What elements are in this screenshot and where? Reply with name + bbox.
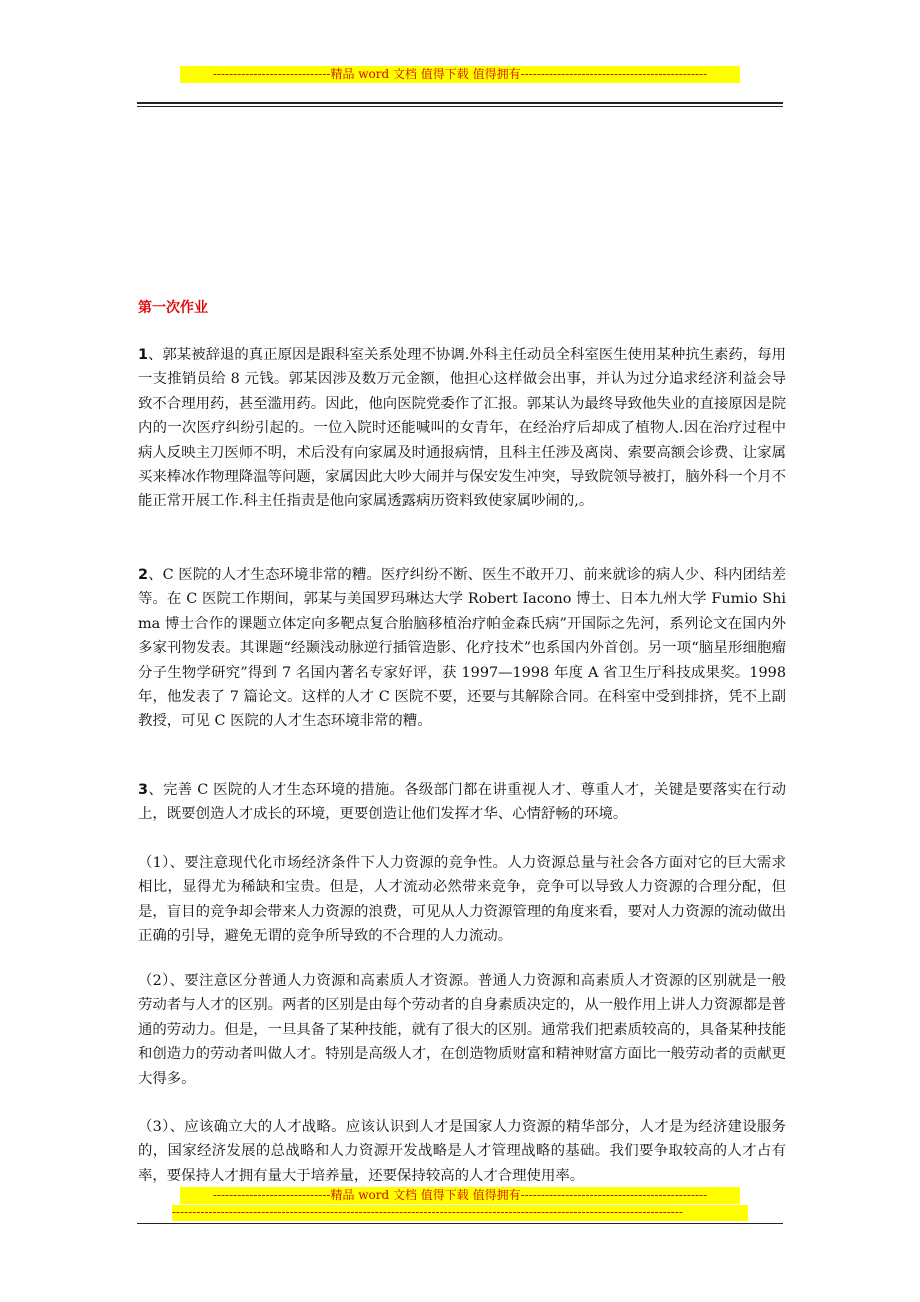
paragraph-number: 3 [138,782,149,798]
paragraph-3 [138,778,786,827]
header-rule-thin [137,106,783,107]
paragraph-number: 1 [138,347,149,363]
paragraph-number: 2 [138,567,149,583]
paragraph-text: 、完善 C 医院的人才生态环境的措施。各级部门都在讲重视人才、尊重人才，关键是要落实在行动上，既要创造人才成长的环境，更要创造让他们发挥才华、心情舒畅的环境。 [138,782,786,823]
paragraph-text: 、C 医院的人才生态环境非常的糟。医疗纠纷不断、医生不敢开刀、前来就诊的病人少、科内团结差等。在 C 医院工作期间，郭某与美国罗玛琳达大学 Robert Iacono 博士、日本九州大学 Fumio Shima 博士合作的课题立体定向多靶点复合胎脑移植治疗帕金森氏病”开国际之先河，系列论文在国内外多家刊物发表。其课题“经颞浅动脉逆行插管造影、化疗技术”也系国内外首创。另一项“脑星形细胞瘤分子生物学研究”得到 7 名国内著名专家好评，获 1997—1998 年度 A 省卫生厅科技成果奖。1998 年，他发表了 7 篇论文。这样的人才 C 医院不要，还要与其解除合同。在科室中受到排挤，凭不上副教授，可见 C 医院的人才生态环境非常的糟。 [138,567,786,730]
document-title: 第一次作业 [138,300,208,316]
paragraph-measure-1 [138,851,786,949]
footer-rule [137,1223,783,1224]
header-banner: -----------------------------精品 word 文档 值得下载 值得拥有---------------------------------------------- [180,66,740,83]
paragraph-1 [138,343,786,514]
paragraph-measure-2 [138,969,786,1091]
footer-banner: -----------------------------精品 word 文档 值得下载 值得拥有---------------------------------------------- [180,1187,740,1204]
footer-banner-dashes: ------------------------------------------------------------------------------------------------------------------------------ [172,1205,748,1221]
paragraph-2 [138,563,786,734]
paragraph-measure-3 [138,1115,786,1188]
paragraph-text: （2）、要注意区分普通人力资源和高素质人才资源。普通人力资源和高素质人才资源的区别就是一般劳动者与人才的区别。两者的区别是由每个劳动者的自身素质决定的，从一般作用上讲人力资源都是普通的劳动力。但是，一旦具备了某种技能，就有了很大的区别。通常我们把素质较高的，具备某种技能和创造力的劳动者叫做人才。特别是高级人才，在创造物质财富和精神财富方面比一般劳动者的贡献更大得多。 [138,973,786,1087]
paragraph-text: 、郭某被辞退的真正原因是跟科室关系处理不协调.外科主任动员全科室医生使用某种抗生素药，每用一支推销员给 8 元钱。郭某因涉及数万元金额，他担心这样做会出事，并认为过分追求经济利益会导致不合理用药，甚至滥用药。因此，他向医院党委作了汇报。郭某认为最终导致他失业的直接原因是院内的一次医疗纠纷引起的。一位入院时还能喊叫的女青年，在经治疗后却成了植物人.因在治疗过程中病人反映主刀医师不明，术后没有向家属及时通报病情，且科主任涉及离岗、索要高额会诊费、让家属买来棒冰作物理降温等问题，家属因此大吵大闹并与保安发生冲突，导致院领导被打，脑外科一个月不能正常开展工作.科主任指责是他向家属透露病历资料致使家属吵闹的,。 [138,347,786,510]
paragraph-text: （1）、要注意现代化市场经济条件下人力资源的竞争性。人力资源总量与社会各方面对它的巨大需求相比，显得尤为稀缺和宝贵。但是，人才流动必然带来竞争，竞争可以导致人力资源的合理分配，但是，盲目的竞争却会带来人力资源的浪费，可见从人力资源管理的角度来看，要对人力资源的流动做出正确的引导，避免无谓的竞争所导致的不合理的人力流动。 [138,855,786,945]
paragraph-text: （3）、应该确立大的人才战略。应该认识到人才是国家人力资源的精华部分，人才是为经济建设服务的，国家经济发展的总战略和人力资源开发战略是人才管理战略的基础。我们要争取较高的人才占有率，要保持人才拥有量大于培养量，还要保持较高的人才合理使用率。 [138,1119,786,1184]
header-rule [137,102,783,104]
